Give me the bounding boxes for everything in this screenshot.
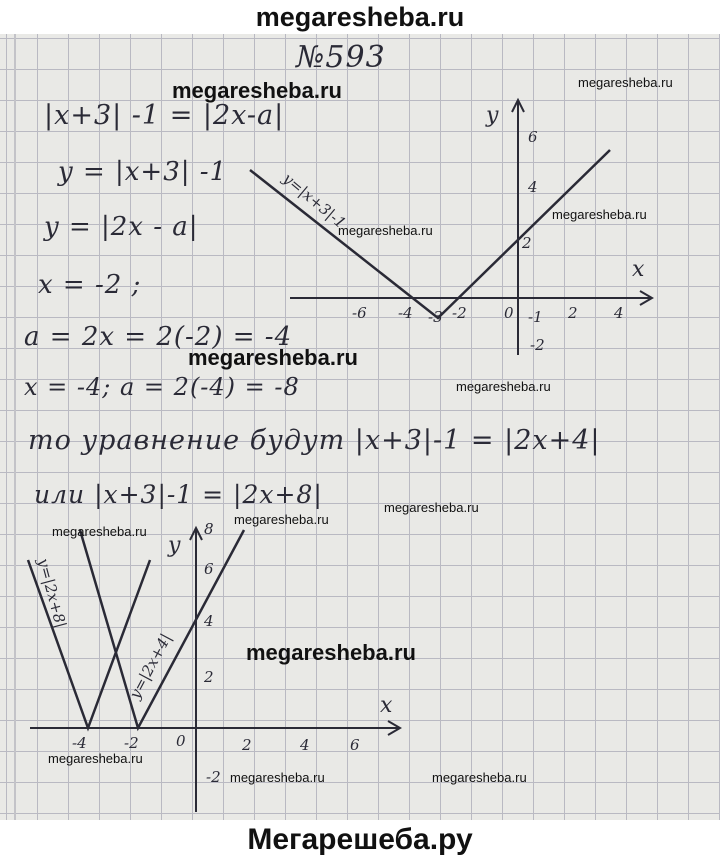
graph2-ytick: 8 [204, 520, 214, 538]
graph1-xtick: -3 [428, 308, 443, 326]
graph1-y-label: y [486, 103, 499, 128]
graph1-ytick: 4 [528, 178, 538, 196]
solution-line-7: то уравнение будут |x+3|-1 = |2x+4| [28, 425, 601, 456]
solution-line-8: или |x+3|-1 = |2x+8| [34, 480, 323, 509]
watermark: megaresheba.ru [384, 500, 479, 515]
graph1-xtick: 4 [614, 304, 624, 322]
watermark: megaresheba.ru [578, 75, 673, 90]
site-header[interactable]: megaresheba.ru [0, 0, 720, 34]
graph1-xtick: -6 [352, 304, 367, 322]
solution-line-2: y = |x+3| -1 [58, 157, 228, 187]
solution-line-3: y = |2x - a| [44, 212, 199, 242]
graph1-ytick: -2 [530, 336, 545, 354]
watermark: megaresheba.ru [552, 207, 647, 222]
graph2-xtick: 2 [242, 736, 252, 754]
watermark: megaresheba.ru [172, 78, 342, 103]
graph1-x-label: x [632, 257, 645, 282]
graph2-xtick: 6 [350, 736, 360, 754]
watermark: megaresheba.ru [456, 379, 551, 394]
problem-number: №593 [296, 40, 386, 75]
watermark: megaresheba.ru [188, 345, 358, 370]
watermark: megaresheba.ru [230, 770, 325, 785]
graph2-ytick: 2 [204, 668, 214, 686]
graph1-xtick: 0 [504, 304, 514, 322]
graph1-curve-label: y=|x+3|-1 [279, 169, 350, 233]
graph1-xtick: -2 [452, 304, 467, 322]
watermark: megaresheba.ru [338, 223, 433, 238]
solution-line-1: |x+3| -1 = |2x-a| [44, 100, 285, 131]
graph2-label-a: y=|2x+4| [125, 630, 175, 702]
watermark: megaresheba.ru [234, 512, 329, 527]
graph1-xtick: 2 [568, 304, 578, 322]
graph2-ytick: 4 [204, 612, 214, 630]
watermark: megaresheba.ru [246, 640, 416, 665]
graph2-xtick: -4 [72, 734, 87, 752]
solution-line-6: x = -4; a = 2(-4) = -8 [24, 373, 300, 401]
graph2-label-b: y=|2x+8| [34, 556, 70, 630]
graph2-y-label: y [168, 533, 181, 558]
solution-line-5: a = 2x = 2(-2) = -4 [24, 322, 293, 352]
watermark: megaresheba.ru [432, 770, 527, 785]
graph2-ytick: 6 [204, 560, 214, 578]
graph2-xtick: -2 [124, 734, 139, 752]
watermark: megaresheba.ru [52, 524, 147, 539]
graph-1 [250, 100, 652, 355]
graph1-xtick: -4 [398, 304, 413, 322]
graph2-ytick: -2 [206, 768, 221, 786]
solution-line-4: x = -2 ; [38, 270, 142, 300]
watermark: megaresheba.ru [48, 751, 143, 766]
graph2-xtick: 0 [176, 732, 186, 750]
graph2-x-label: x [380, 693, 393, 718]
graph1-ytick: 6 [528, 128, 538, 146]
graph2-xtick: 4 [300, 736, 310, 754]
site-footer[interactable]: Мегарешеба.ру [0, 820, 720, 859]
graph1-ytick: 2 [522, 234, 532, 252]
graph1-xtick: -1 [528, 308, 543, 326]
graph2-curve-a [80, 530, 244, 728]
